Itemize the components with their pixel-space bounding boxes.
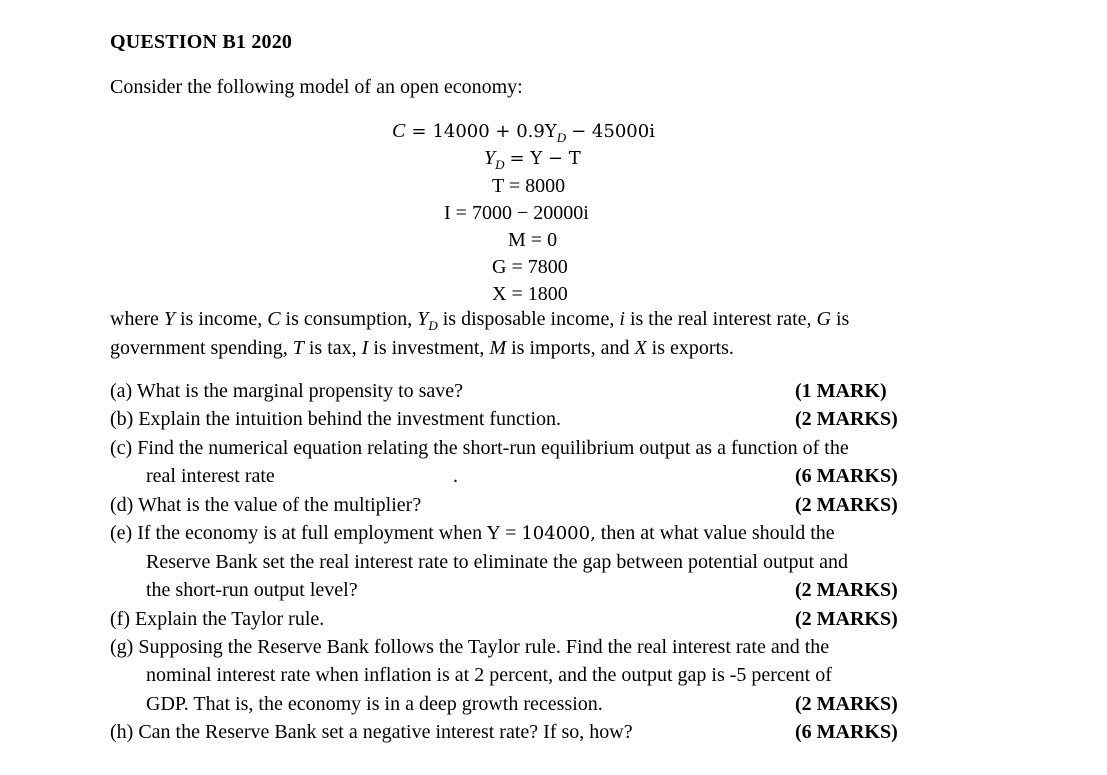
eq-yd-rhs: = Y − T xyxy=(509,148,581,169)
desc-text: is imports, and xyxy=(506,337,635,359)
desc-var: G xyxy=(816,308,831,330)
question-e-line-1 xyxy=(110,522,835,545)
equation-exports: X = 1800 xyxy=(492,283,568,305)
desc-var: X xyxy=(634,337,647,359)
question-e-line-2: Reserve Bank set the real interest rate to eliminate the gap between potential output and xyxy=(146,551,848,573)
desc-text: is the real interest rate, xyxy=(624,308,817,330)
question-c-line-1: (c) Find the numerical equation relating the short-run equilibrium output as a function of the xyxy=(110,437,849,459)
desc-text: where xyxy=(110,308,164,330)
desc-text: is exports. xyxy=(646,337,734,359)
desc-text: government spending, xyxy=(110,337,293,359)
equation-government: G = 7800 xyxy=(492,256,568,278)
intro-text: Consider the following model of an open economy: xyxy=(110,76,523,98)
equation-tax: T = 8000 xyxy=(492,175,566,197)
eq-c-lhs: C xyxy=(392,120,406,142)
marks-f: (2 MARKS) xyxy=(795,608,898,630)
desc-var: i xyxy=(619,308,625,330)
desc-text: is consumption, xyxy=(280,308,418,330)
question-a: (a) What is the marginal propensity to save? xyxy=(110,380,464,402)
equation-disposable-income xyxy=(484,147,581,173)
desc-var: M xyxy=(489,337,507,359)
desc-var: T xyxy=(292,337,304,359)
description-line-2 xyxy=(110,337,734,360)
question-g-line-3: GDP. That is, the economy is in a deep growth recession. xyxy=(146,693,603,715)
question-e-value: 104000, xyxy=(521,523,596,544)
desc-sub: D xyxy=(428,318,438,333)
desc-var: C xyxy=(267,308,281,330)
equation-consumption: $C = 14000 + 0.9Y_D - 45000i$ xyxy=(392,120,655,145)
eq-yd-sub: D xyxy=(495,157,505,172)
eq-c-sub: D xyxy=(556,130,567,145)
desc-text: is tax, xyxy=(303,337,362,359)
eq-c-tail: − 45000i xyxy=(571,121,655,142)
description-line-1 xyxy=(110,308,849,334)
question-e-text: then at what value should the xyxy=(595,522,835,544)
question-c-dot: . xyxy=(453,465,458,487)
question-c-line-2: real interest rate xyxy=(146,465,275,487)
marks-e: (2 MARKS) xyxy=(795,579,898,601)
marks-b: (2 MARKS) xyxy=(795,408,898,430)
desc-text: is disposable income, xyxy=(437,308,620,330)
question-title: QUESTION B1 2020 xyxy=(110,31,293,53)
question-e-line-3: the short-run output level? xyxy=(146,579,358,601)
desc-var: Y xyxy=(417,308,429,330)
question-e-text: (e) If the economy is at full employment when Y = xyxy=(110,522,522,544)
marks-g: (2 MARKS) xyxy=(795,693,898,715)
question-h: (h) Can the Reserve Bank set a negative interest rate? If so, how? xyxy=(110,721,633,743)
question-g-line-2: nominal interest rate when inflation is at 2 percent, and the output gap is -5 percent of xyxy=(146,664,832,686)
marks-h: (6 MARKS) xyxy=(795,721,898,743)
marks-c: (6 MARKS) xyxy=(795,465,898,487)
desc-text: is income, xyxy=(174,308,268,330)
desc-var: Y xyxy=(163,308,175,330)
desc-text: is investment, xyxy=(368,337,490,359)
eq-yd-lhs: Y xyxy=(484,147,496,169)
desc-text: is xyxy=(830,308,850,330)
eq-c-rhs: 14000 + 0.9Y xyxy=(432,121,557,142)
equation-imports: M = 0 xyxy=(508,229,558,251)
desc-var: I xyxy=(361,337,369,359)
marks-d: (2 MARKS) xyxy=(795,494,898,516)
question-g-line-1: (g) Supposing the Reserve Bank follows the Taylor rule. Find the real interest rate and the xyxy=(110,636,830,658)
marks-a: (1 MARK) xyxy=(795,380,887,402)
question-b: (b) Explain the intuition behind the investment function. xyxy=(110,408,562,430)
question-d: (d) What is the value of the multiplier? xyxy=(110,494,422,516)
equation-investment: I = 7000 − 20000i xyxy=(444,202,589,224)
question-f: (f) Explain the Taylor rule. xyxy=(110,608,325,630)
